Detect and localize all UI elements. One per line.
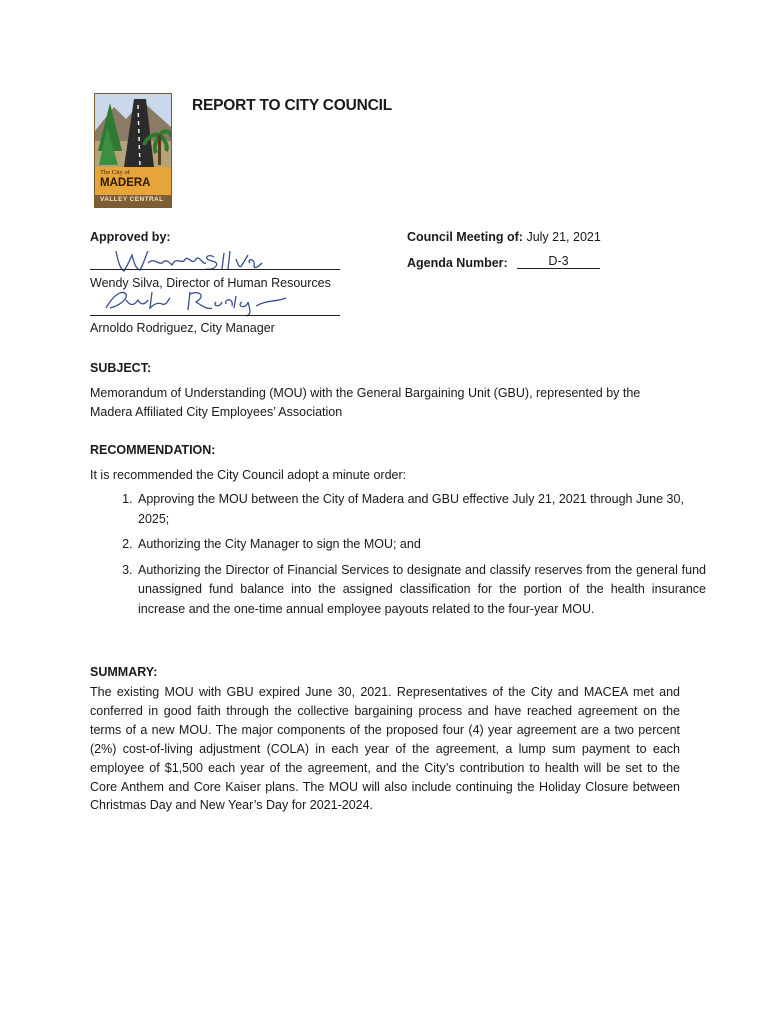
recommendation-item: 2. Authorizing the City Manager to sign the MOU; and: [136, 535, 706, 555]
council-meeting-label: Council Meeting of:: [407, 230, 523, 244]
logo-line2: MADERA: [100, 177, 151, 189]
logo-line3: VALLEY CENTRAL: [100, 196, 164, 203]
signature-wendy-silva: [96, 243, 341, 279]
recommendation-heading: RECOMMENDATION:: [90, 443, 216, 457]
logo-line1: The City of: [100, 169, 130, 176]
subject-text: Memorandum of Understanding (MOU) with the General Bargaining Unit (GBU), represented by the Madera Affiliated City Employees’ Association: [90, 386, 641, 419]
signature-line-2: [90, 315, 340, 316]
agenda-number-label: Agenda Number:: [407, 256, 508, 270]
recommendation-item: 3. Authorizing the Director of Financial Services to designate and classify reserves from the general fund unassigned fund balance into the assigned classification for the portion of the health insurance increase and the one-time annual employee payouts related to the four-year MOU.: [136, 561, 706, 620]
report-title: REPORT TO CITY COUNCIL: [192, 97, 392, 114]
approver-2: Arnoldo Rodriguez, City Manager: [90, 321, 275, 335]
approver-1: Wendy Silva, Director of Human Resources: [90, 276, 331, 290]
recommendation-intro: It is recommended the City Council adopt a minute order:: [90, 468, 407, 482]
recommendation-list: [110, 490, 706, 625]
city-of-madera-logo: [94, 93, 172, 208]
council-meeting-row: [407, 230, 601, 244]
agenda-number-row: [407, 256, 508, 270]
subject-heading: SUBJECT:: [90, 361, 152, 375]
summary-heading: SUMMARY:: [90, 665, 158, 679]
agenda-number-value: D-3: [517, 254, 600, 269]
council-meeting-date: July 21, 2021: [526, 230, 601, 244]
recommendation-item: 1. Approving the MOU between the City of Madera and GBU effective July 21, 2021 through June 30, 2025;: [136, 490, 706, 529]
approved-by-label: Approved by:: [90, 230, 171, 244]
summary-text: The existing MOU with GBU expired June 30, 2021. Representatives of the City and MACEA met and conferred in good faith through the collective bargaining process and have reached agreement on the terms of a new MOU. The major components of the proposed four (4) year agreement are a two percent (2%) cost-of-living adjustment (COLA) in each year of the agreement, a lump sum payment to each employee of $1,500 each year of the agreement, and the City’s contribution to health will be set to the Core Anthem and Core Kaiser plans. The MOU will also include continuing the Holiday Closure between Christmas Day and New Year’s Day for 2021-2024.: [90, 685, 680, 813]
signature-line-1: [90, 269, 340, 270]
